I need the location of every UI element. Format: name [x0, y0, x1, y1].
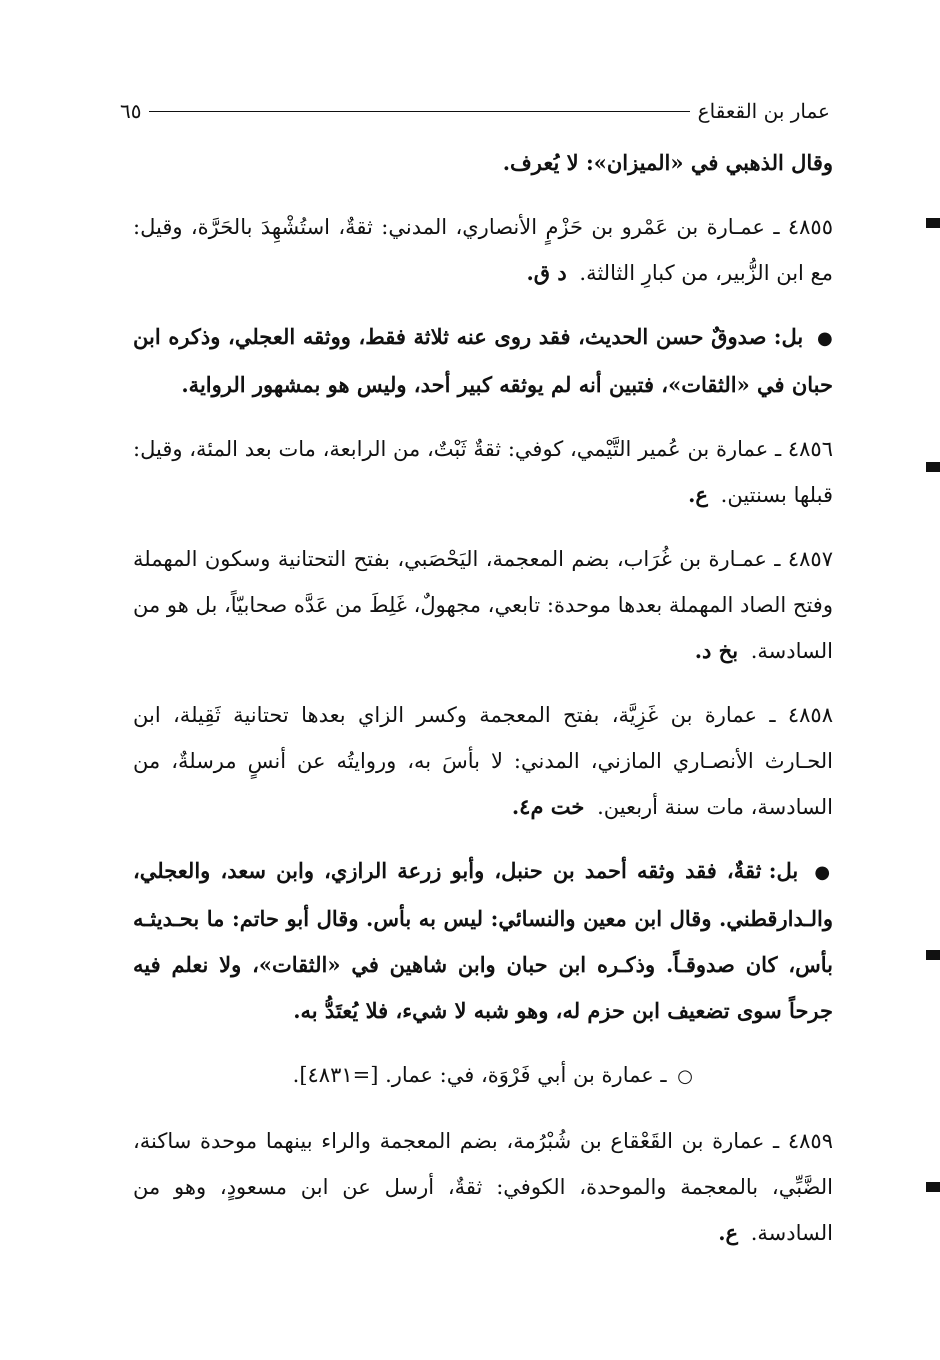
- page-number: ٦٥: [120, 99, 142, 123]
- entry-4859: [133, 1118, 833, 1256]
- scan-edge-mark: [926, 950, 940, 960]
- header-rule: [149, 111, 689, 112]
- entry-4857: [133, 536, 833, 674]
- note-4858: [133, 848, 833, 1034]
- paragraph-text: وقال الذهبي في «الميزان»: لا يُعرف.: [502, 150, 833, 175]
- entry-4856: [133, 426, 833, 518]
- entry-code: ع.: [718, 1220, 739, 1245]
- entry-code: ع.: [688, 482, 708, 507]
- entry-4855: [133, 204, 833, 296]
- scan-edge-mark: [926, 218, 940, 228]
- entry-4858: [133, 692, 833, 830]
- cross-reference-text: ـ عمارة بن أبي فَرْوَة، في: عمار. [=٤٨٣١].: [292, 1063, 667, 1087]
- paragraph: [133, 140, 833, 186]
- entry-code: خت م٤.: [511, 794, 585, 819]
- page-header: [120, 94, 830, 128]
- bullet-icon: ●: [814, 862, 833, 883]
- entry-code: د ق.: [526, 260, 567, 285]
- note-4855: [133, 314, 833, 408]
- entry-text: ٤٨٥٨ ـ عمارة بن غَزِيَّة، بفتح المعجمة وكسر الزاي بعدها تحتانية ثَقِيلة، ابن الحـارث الأنصـاري المازني، المدني: لا بأسَ به، وروايتُه عن أنسٍ مرسلةٌ، من السادسة، مات سنة أربعين.: [133, 703, 833, 819]
- entry-text: ٤٨٥٩ ـ عمارة بن القَعْقاع بن شُبْرُمة، بضم المعجمة والراء بينهما موحدة ساكنة، الضَّبِّي، بالمعجمة والموحدة، الكوفي: ثقةٌ، أرسل عن ابن مسعودٍ، وهو من السادسة.: [133, 1129, 833, 1245]
- entry-code: بخ د.: [694, 638, 739, 663]
- circle-icon: ○: [677, 1066, 693, 1087]
- scan-edge-mark: [926, 462, 940, 472]
- entry-text: ٤٨٥٧ ـ عمـارة بن غُرَاب، بضم المعجمة، اليَحْصَبي، بفتح التحتانية وسكون المهملة وفتح الصاد المهملة بعدها موحدة: تابعي، مجهولٌ، غَلِطَ من عَدَّه صحابيّاً، بل هو من السادسة.: [133, 547, 833, 663]
- cross-reference: [133, 1052, 833, 1100]
- bullet-icon: ●: [816, 328, 833, 349]
- entry-text: ٤٨٥٦ ـ عمارة بن عُمير التَّيْمي، كوفي: ثقةٌ ثَبْتٌ، من الرابعة، مات بعد المئة، وقيل: قبلها بسنتين.: [133, 437, 833, 507]
- page-body: [133, 140, 833, 1274]
- running-title: عمار بن القعقاع: [697, 99, 830, 123]
- entry-text: ٤٨٥٥ ـ عمـارة بن عَمْرو بن حَزْمٍ الأنصاري، المدني: ثقةٌ، استُشْهِدَ بالحَرَّة، وقيل: مع ابن الزُّبير، من كبارِ الثالثة.: [133, 215, 833, 285]
- note-text: بل: صدوقٌ حسن الحديث، فقد روى عنه ثلاثة فقط، ووثقه العجلي، وذكره ابن حبان في «الثقات»، فتبين أنه لم يوثقه كبير أحد، وليس هو بمشهور الرواية.: [133, 324, 833, 397]
- scan-edge-mark: [926, 1182, 940, 1192]
- note-text: بل: ثقةٌ، فقد وثقه أحمد بن حنبل، وأبو زرعة الرازي، وابن سعد، والعجلي، والـدارقطني. وقال ابن معين والنسائي: ليس به بأس. وقال أبو حاتم: ما بحـديثـه بأس، كان صدوقـاً. وذكـره ابن حبان وابن شاهين في «الثقات»، ولا نعلم فيه جرحاً سوى تضعيف ابن حزم له، وهو شبه لا شيء، فلا يُعتَدُّ به.: [133, 858, 833, 1023]
